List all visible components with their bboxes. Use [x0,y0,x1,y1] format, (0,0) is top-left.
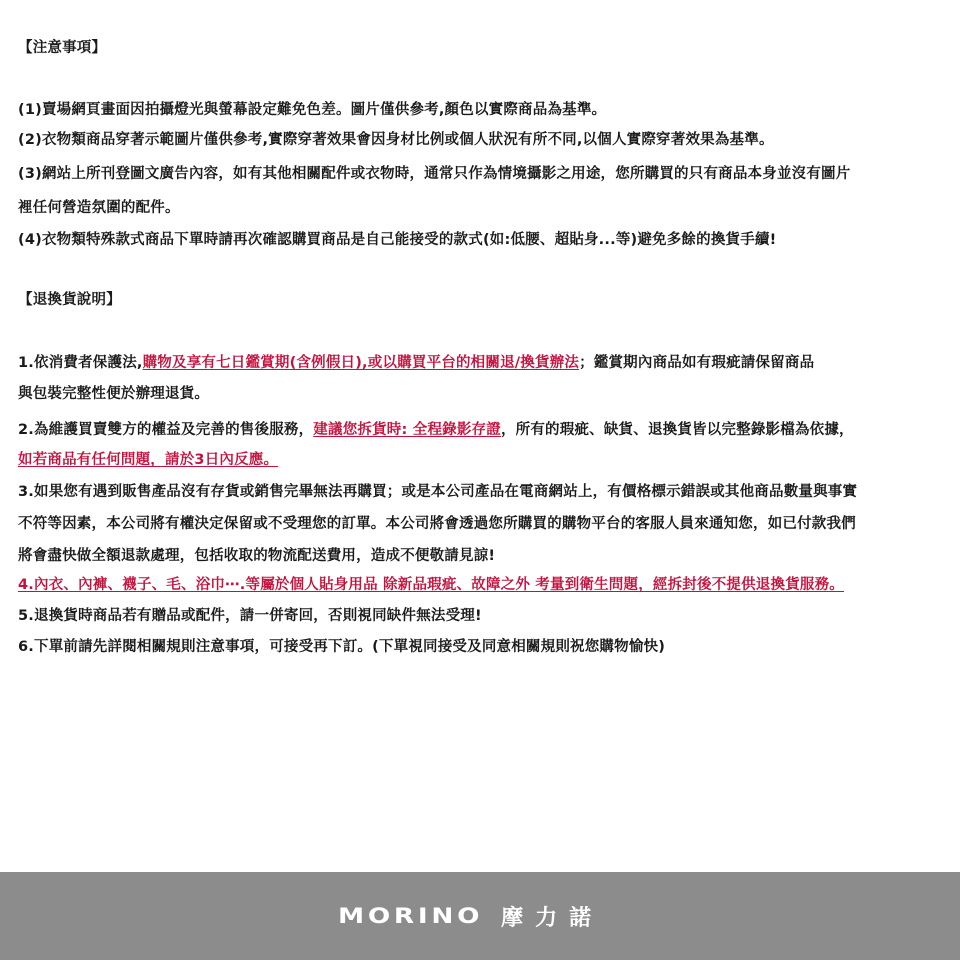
returns-item-1-highlight: 購物及享有七日鑑賞期(含例假日),或以購買平台的相關退/換貨辦法 [142,355,580,371]
returns-item-6: 6.下單前請先詳閱相關規則注意事項，可接受再下訂。(下單視同接受及同意相關規則祝您購物愉快) [18,639,666,655]
returns-item-3-line-1: 3.如果您有遇到販售產品沒有存貨或銷售完畢無法再購買；或是本公司產品在電商網站上，有價格標示錯誤或其他商品數量與事實 [18,484,858,500]
returns-item-3-line-3: 將會盡快做全額退款處理，包括收取的物流配送費用，造成不便敬請見諒! [18,548,496,564]
notice-line-1: (1)賣場網頁畫面因拍攝燈光與螢幕設定難免色差。圖片僅供參考,顏色以實際商品為基準。 [18,102,607,118]
notice-heading: 【注意事項】 [18,40,107,56]
brand-name-en: MORINO [337,904,484,928]
returns-item-4-highlight: 4.內衣、內褲、襪子、毛、浴巾⋯.等屬於個人貼身用品 除新品瑕疵、故障之外 考量到衛生問題，經拆封後不提供退換貨服務。 [18,577,844,593]
returns-item-2 [18,420,854,440]
returns-heading: 【退換貨說明】 [18,292,121,308]
notice-line-4: (4)衣物類特殊款式商品下單時請再次確認購買商品是自己能接受的款式(如:低腰、超貼身...等)避免多餘的換貨手續! [18,232,777,248]
returns-item-1-prefix: 1.依消費者保護法, [18,355,143,371]
returns-item-3-line-2: 不符等因素，本公司將有權決定保留或不受理您的訂單。本公司將會透過您所購買的購物平台的客服人員來通知您，如已付款我們 [18,516,856,532]
notice-line-3: (3)網站上所刊登圖文廣告內容，如有其他相關配件或衣物時，通常只作為情境攝影之用途，您所購買的只有商品本身並沒有圖片 [18,166,851,182]
brand-name-zh: 摩力諾 [501,905,604,931]
returns-item-2-highlight: 建議您拆貨時: 全程錄影存證 [313,422,501,438]
returns-item-2-prefix: 2.為維護買賣雙方的權益及完善的售後服務， [18,422,314,438]
returns-item-1-cont: 與包裝完整性便於辦理退貨。 [18,386,210,402]
notice-line-2: (2)衣物類商品穿著示範圖片僅供參考,實際穿著效果會因身材比例或個人狀況有所不同,以個人實際穿著效果為基準。 [18,132,774,148]
brand-logo [337,901,604,932]
returns-item-1 [18,353,814,373]
returns-item-4 [18,575,844,595]
returns-item-5: 5.退換貨時商品若有贈品或配件，請一併寄回，否則視同缺件無法受理! [18,608,482,624]
returns-item-2-cont [18,450,278,470]
returns-item-2-suffix: ，所有的瑕疵、缺貨、退換貨皆以完整錄影檔為依據， [500,422,854,438]
notice-line-3-cont: 裡任何營造氛圍的配件。 [18,200,180,216]
returns-item-2-cont-highlight: 如若商品有任何問題，請於3日內反應。 [18,452,279,468]
returns-item-1-suffix: ；鑑賞期內商品如有瑕疵請保留商品 [579,355,815,371]
footer-banner [0,872,960,960]
